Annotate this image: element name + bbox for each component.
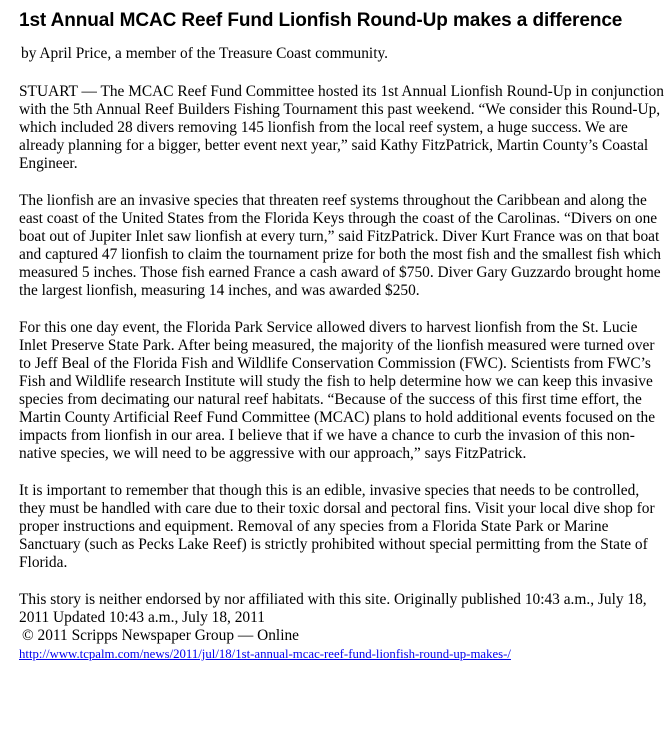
copyright-text: © 2011 Scripps Newspaper Group — Online (22, 627, 299, 644)
paragraph-safety-warning: It is important to remember that though this is an edible, invasive species that needs to be controlled, they must be handled with care due to their toxic dorsal and pectoral fins. Visit your local dive shop for proper instructions and equipment. Removal of any species from a Florida State Park or Marine Sanctuary (such as Pecks Lake Reef) is strictly prohibited without special permitting from the State of Florida. (19, 482, 655, 571)
paragraph-invasive-species: The lionfish are an invasive species that threaten reef systems throughout the Caribbean and along the east coast of the United States from the Florida Keys through the coast of the Carolinas. “Divers on one boat out of Jupiter Inlet saw lionfish at every turn,” said FitzPatrick. Diver Kurt France was on that boat and captured 47 lionfish to claim the tournament prize for both the most fish and the smallest fish which measured 5 inches. Those fish earned France a cash award of $750. Diver Gary Guzzardo brought home the largest lionfish, measuring 14 inches, and was awarded $250. (19, 192, 661, 299)
article-footer (19, 591, 664, 662)
byline: by April Price, a member of the Treasure Coast community. (21, 45, 389, 62)
paragraph-intro: STUART — The MCAC Reef Fund Committee hosted its 1st Annual Lionfish Round-Up in conjunction with the 5th Annual Reef Builders Fishing Tournament this past weekend. “We consider this Round-Up, which included 28 divers removing 145 lionfish from the local reef system, a huge success. We are already planning for a bigger, better event next year,” said Kathy FitzPatrick, Martin County’s Coastal Engineer. (19, 83, 664, 172)
headline: 1st Annual MCAC Reef Fund Lionfish Round-Up makes a difference (19, 10, 623, 31)
paragraph-event-details: For this one day event, the Florida Park Service allowed divers to harvest lionfish from the St. Lucie Inlet Preserve State Park. After being measured, the majority of the lionfish measured were turned over to Jeff Beal of the Florida Fish and Wildlife Conservation Commission (FWC). Scientists from FWC’s Fish and Wildlife research Institute will study the fish to help determine how we can keep this invasive species from decimating our natural reef habitats. “Because of the success of this first time effort, the Martin County Artificial Reef Fund Committee (MCAC) plans to hold additional events focused on the impacts from lionfish in our area. I believe that if we have a chance to curb the invasion of this non-native species, we will need to be aggressive with our approach,” says FitzPatrick. (19, 319, 656, 462)
disclaimer-text: This story is neither endorsed by nor affiliated with this site. Originally published 10:43 a.m., July 18, 2011 Updated 10:43 a.m., July 18, 2011 (19, 591, 647, 626)
source-link[interactable]: http://www.tcpalm.com/news/2011/jul/18/1st-annual-mcac-reef-fund-lionfish-round-up-makes-/ (19, 647, 511, 661)
